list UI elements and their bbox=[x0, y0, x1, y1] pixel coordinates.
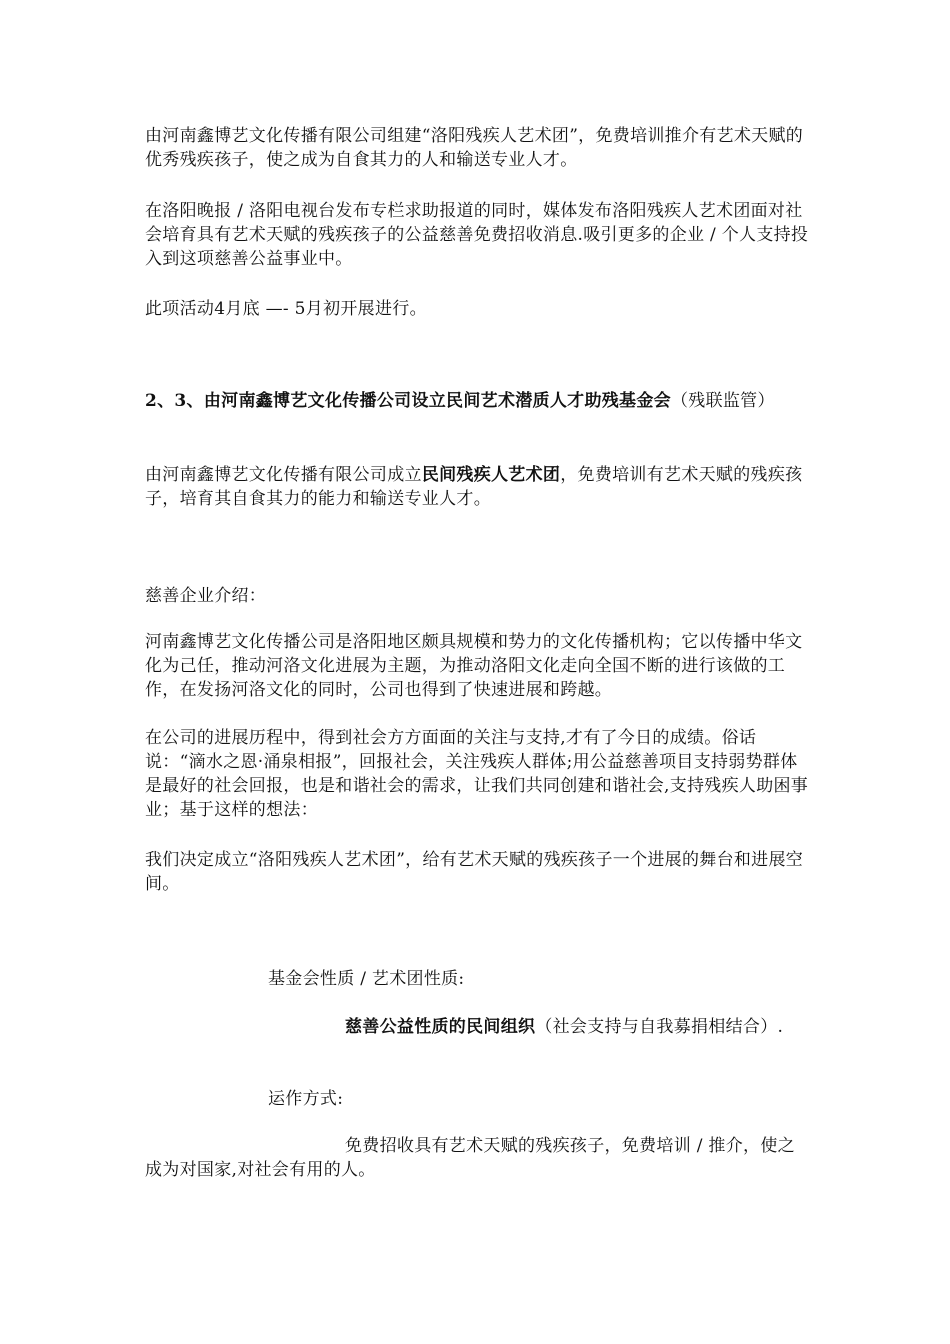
paragraph-art-troupe-founding: 由河南鑫博艺文化传播有限公司组建“洛阳残疾人艺术团”，免费培训推介有艺术天赋的优秀残疾孩子，使之成为自食其力的人和输送专业人才。 bbox=[145, 126, 804, 170]
paragraph-activity-schedule: 此项活动4月底 —- 5月初开展进行。 bbox=[145, 299, 427, 319]
foundation-heading-bold: 2、3、由河南鑫博艺文化传播公司设立民间艺术潜质人才助残基金会 bbox=[145, 391, 671, 411]
paragraph-media-announcement: 在洛阳晚报 / 洛阳电视台发布专栏求助报道的同时，媒体发布洛阳残疾人艺术团面对社会培育具有艺术天赋的残疾孩子的公益慈善免费招收消息.吸引更多的企业 / 个人支持投入到这项慈善公益事业中。 bbox=[145, 201, 809, 269]
paragraph-nature-label: 基金会性质 / 艺术团性质: bbox=[268, 969, 465, 989]
paragraph-foundation-heading bbox=[145, 389, 810, 413]
foundation-heading-note: （残联监管） bbox=[670, 391, 775, 411]
paragraph-company-history: 在公司的进展历程中，得到社会方方面面的关注与支持,才有了今日的成绩。俗话说：“滴水之恩·涌泉相报”，回报社会，关注残疾人群体;用公益慈善项目支持弱势群体是最好的社会回报，也是和谐社会的需求，让我们共同创建和谐社会,支持残疾人助困事业；基于这样的想法： bbox=[145, 728, 809, 820]
paragraph-troupe-establishment bbox=[145, 463, 810, 511]
paragraph-operation-desc: 免费招收具有艺术天赋的残疾孩子，免费培训 / 推介，使之成为对国家,对社会有用的人。 bbox=[145, 1136, 795, 1180]
paragraph-operation-label: 运作方式: bbox=[268, 1089, 344, 1109]
nature-desc-note: （社会支持与自我募捐相结合）. bbox=[535, 1017, 784, 1037]
paragraph-company-intro: 河南鑫博艺文化传播公司是洛阳地区颇具规模和势力的文化传播机构；它以传播中华文化为己任，推动河洛文化进展为主题，为推动洛阳文化走向全国不断的进行该做的工作，在发扬河洛文化的同时，公司也得到了快速进展和跨越。 bbox=[145, 632, 803, 700]
troupe-text-pre: 由河南鑫博艺文化传播有限公司成立 bbox=[145, 465, 422, 485]
nature-desc-bold: 慈善公益性质的民间组织 bbox=[345, 1017, 536, 1037]
paragraph-decision: 我们决定成立“洛阳残疾人艺术团”，给有艺术天赋的残疾孩子一个进展的舞台和进展空间。 bbox=[145, 850, 804, 894]
troupe-text-post: ，免费培训有艺术天赋的残疾孩子，培育其自食其力的能力和输送专业人才。 bbox=[145, 465, 803, 509]
troupe-name-bold: 民间残疾人艺术团 bbox=[421, 465, 561, 485]
paragraph-nature-desc bbox=[145, 1015, 810, 1039]
paragraph-charity-intro-label: 慈善企业介绍： bbox=[145, 586, 267, 606]
